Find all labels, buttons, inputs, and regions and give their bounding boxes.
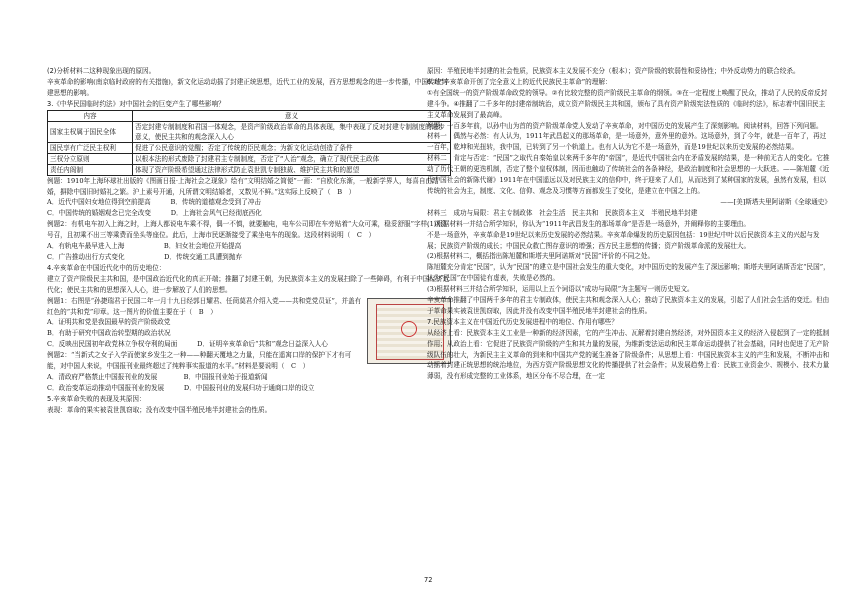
paragraph: 例题：一百多年前，以孙中山为首的资产阶级革命党人发动了辛亥革命，对中国历史的发展产生了深刻影响。阅读材料，回答下列问题。 [427,121,823,130]
paragraph: 辛亥革命推翻了中国两千多年的君主专制政体，使民主共和观念深入人心；推动了民族资本主义的发展，引起了人们社会生活的变迁。但由于革命果实被袁世凯窃取，因此并没有改变中国半殖民地半封建社会的性质。 [427,296,830,315]
left-paragraphs-top [47,66,451,110]
paragraph: 材料二 肯定与否定：“民国”之取代自秦始皇以来两千多年的“帝国”，是近代中国社会内在矛盾发展的结果，是一种前无古人的变化。它推动了历代王朝的更迭机制，否定了整个皇权体制，因而也触动了传统社会的各条神经，是政治制度和社会思想的一大跃进。——陈旭麓《近代中国社会的新陈代谢》1911年在中国遥远以及对民族主义的信仰中，终于迎来了人们，从而达到了某种国家的发展，虽然有发展，但以传统的社会为主，制度、文化、信仰、观念及习惯等方面都发生了变化，是建立在中国之上的。 [427,154,830,195]
paragraph: (1)根据材料一并结合所学知识，你认为“1911年武昌发生的那场革命”是否是一场意外，并阐释你的主要理由。 [427,219,750,228]
paragraph: C．中国传统的婚姻观念已完全改变 D．上海社会风气已经彻底西化 [47,209,262,218]
paragraph: 原因：半殖民地半封建的社会性质，民族资本主义发展不充分（根本）；资产阶级的软弱性和妥协性；中外反动势力的联合绞杀。 [427,67,800,75]
paragraph: 6.对“辛亥革命开创了完全意义上的近代民族民主革命”的理解： [427,77,612,86]
table-header-row [48,110,451,121]
paragraph: A．近代中国妇女地位得到空前提高 B．传统的道德观念受到了冲击 [47,198,262,207]
paragraph: 从经济上看：民族资本主义工业是一种新的经济因素，它的产生冲击、瓦解着封建自然经济，对外国资本主义的经济入侵起到了一定的抵制作用；从政治上看：它促进了民族资产阶级的产生和其力量的发展，为维新变法运动和民主革命运动提供了社会基础，同时也促进了无产阶级队伍的壮大，为新民主主义革命的到来和中国共产党的诞生准备了阶级条件；从思想上看：中国民族资本主义的产生和发展，不断冲击和动摇着封建正统思想的统治地位，为西方资产阶级思想文化的传播提供了社会条件；从发展趋势上看：民族工业资金少、规模小、技术力量薄弱，没有形成完整的工业体系，地区分布不尽合理，在一定 [427,328,830,381]
table-cell: 体现了资产阶级希望通过法律形式防止袁世凯专制独裁、维护民主共和的愿望 [133,164,451,175]
paragraph: 表现：革命的果实被袁世凯窃取；没有改变中国半殖民地半封建社会的性质。 [47,405,272,414]
table-cell: 否定封建专制制度和君国一体观念，是资产阶级政治革命的具体表现，集中表现了反对封建专制制度的进步意义，使民主共和的观念深入人心 [133,121,451,142]
table-cell: 促进了公民意识的觉醒；否定了传统的臣民观念；为新文化运动创造了条件 [133,142,451,153]
paragraph: 7.民族资本主义在中国近代历史发展进程中的地位、作用有哪些？ [427,317,618,326]
paragraph: C．政治变革运动推动中国报刊业的发展 D．中国报刊业的发展归功于通商口岸的设立 [47,383,315,392]
paragraph: C．反映出民国初年政党林立争权夺利的局面 D．证明辛亥革命后“共和”观念日益深入人心 [47,340,328,349]
table-row [48,164,451,175]
table-cell: 国家主权属于国民全体 [48,121,133,142]
paragraph: ①有全国统一的资产阶级革命政党的领导。②有比较完整的资产阶级民主革命的纲领。③在一定程度上唤醒了民众，推动了人民的反帝反封建斗争。④推翻了二千多年的封建帝制统治，成立资产阶级民主共和国，颁布了具有资产阶级宪法性质的《临时约法》，标志着中国旧民主主义革命发展到了最高峰。 [427,88,828,119]
paragraph: 例题2：有机电车初入上海之时，上海人都说电车乘不得，偶一不慎，就要触电，电车公司即在车旁贴着“大众可乘，稳妥舒服”字样，以资号召，且初乘不出三等乘费而坐头等座位。此后，上海市民逐渐接受了乘坐电车的现象。这段材料说明（ C ） [47,220,447,240]
right-column [427,66,831,382]
paragraph: (2)分析材料二这种现象出现的原因。 [47,67,156,75]
paragraph: (2)根据材料二，概括指出陈旭麓和斯塔夫里阿诺斯对“民国”评价的不同之处。 [427,252,655,261]
paragraph: 不是一场意外，辛亥革命是19世纪以来历史发展的必然结果。辛亥革命爆发的历史原因包括：19世纪中叶以后民族资本主义的兴起与发展；民族资产阶级的成长；中国民众救亡图存意识的增强；西方民主思想的传播；资产阶级革命派的发展壮大。 [427,230,820,250]
paragraph: ——[美]斯塔夫里阿诺斯《全球通史》 [720,197,831,206]
table-cell: 国民享有广泛民主权利 [48,142,133,153]
table-row [48,153,451,164]
significance-table [47,110,451,176]
paragraph: 例题1：右图是“孙捷瑞君于民国二年一月十九日经郭日耀君、任茼莫君介绍入党——共和党党员证”，并盖有红色的“共和党”印章。这一图片的价值主要在于（ B ） [47,296,362,316]
table-row [48,142,451,153]
table-row [48,121,451,142]
paragraph: A．清政府严格禁止中国报刊业的发展 B．中国报刊业始于报道新闻 [47,372,268,381]
paragraph: 陈旭麓充分肯定“民国”，认为“民国”的建立是中国社会发生的重大变化，对中国历史的发展产生了深远影响；斯塔夫里阿诺斯否定“民国”，认为“民国”在中国徒有虚表，失败是必然的。 [427,263,830,283]
paragraph: 建立了资产阶级民主共和国，是中国政治近代化的真正开端；推翻了封建王朝，为民族资本主义的发展扫除了一些障碍，有利于中国经济近代化；使民主共和的思想深入人心，进一步解放了人们的思想。 [47,274,450,294]
table-cell: 以根本法的形式废除了封建君主专制制度，否定了“人治”观念，确立了现代民主政体 [133,153,451,164]
paragraph: 4.辛亥革命在中国近代化中的历史地位： [47,263,166,272]
paragraph: 辛亥革命的影响(南京临时政府的有关措施)，新文化运动动摇了封建正统思想，近代工业的发展，西方思想观念的进一步传播，中国传统封建思想的影响。 [47,77,448,97]
table-cell: 责任内阁制 [48,164,133,175]
table-cell: 三权分立原则 [48,153,133,164]
paragraph: (3)根据材料三并结合所学知识，运用以上五个词语以“成功与局限”为主题写一则历史短文。 [427,285,694,294]
table-header-cell: 内容 [48,110,133,121]
paragraph: C．广告推动出行方式变化 D．传统交通工具遭到抛弃 [47,252,242,261]
left-paragraphs-bottom [47,176,451,416]
paragraph: A．证明共和党是我国最早的资产阶级政党 [47,318,171,327]
paragraph: 例题：1910年上海环球社出版的《图画日报·上海社会之现象》绘有“文明结婚之简便”一画：“自欧化东渐，一般新学界人，每喜自由结婚，摒除中国旧时婚礼之繁。沪上素号开通，凡所谓文明结婚者，又数见不鲜。”这实际上反映了（ B ） [47,176,439,196]
paragraph: 3.《中华民国临时约法》对中国社会的巨变产生了哪些影响？ [47,99,225,108]
page-number: 72 [424,576,433,584]
paragraph: 材料一 偶然与必然：有人认为，1911年武昌起义的那场革命，是一场意外，意外里的意外。这场意外，到了今年，就是一百年了，再过一百年，乾坤和光扭转，我中国，已转到了另一个轨道上。也有人认为它不是一场意外，而是19世纪以来历史发展的必然结果。 [427,132,827,152]
table-header-cell: 意义 [133,110,451,121]
paragraph: 例题2：“当新式之女子入学而使家乡发生之一种——种翻天覆地之力量，只能在遥寓口岸的保护下才有可能，对中国人来说，中国报刊业最终超过了纯粹事实报道的水平。”材料是要说明（ C ） [47,351,352,371]
paragraph: B．有助于研究中国政治转型期的政治状况 [47,329,171,338]
paragraph: A．有轨电车最早进入上海 B．妇女社会地位开始提高 [47,242,242,251]
seal-icon [401,321,417,337]
left-column [47,66,451,416]
paragraph: 材料三 成功与局限：君主专制政体 社会生活 民主共和 民族资本主义 半殖民地半封建 [427,208,698,217]
paragraph: 5.辛亥革命失败的表现及其原因： [47,394,146,403]
